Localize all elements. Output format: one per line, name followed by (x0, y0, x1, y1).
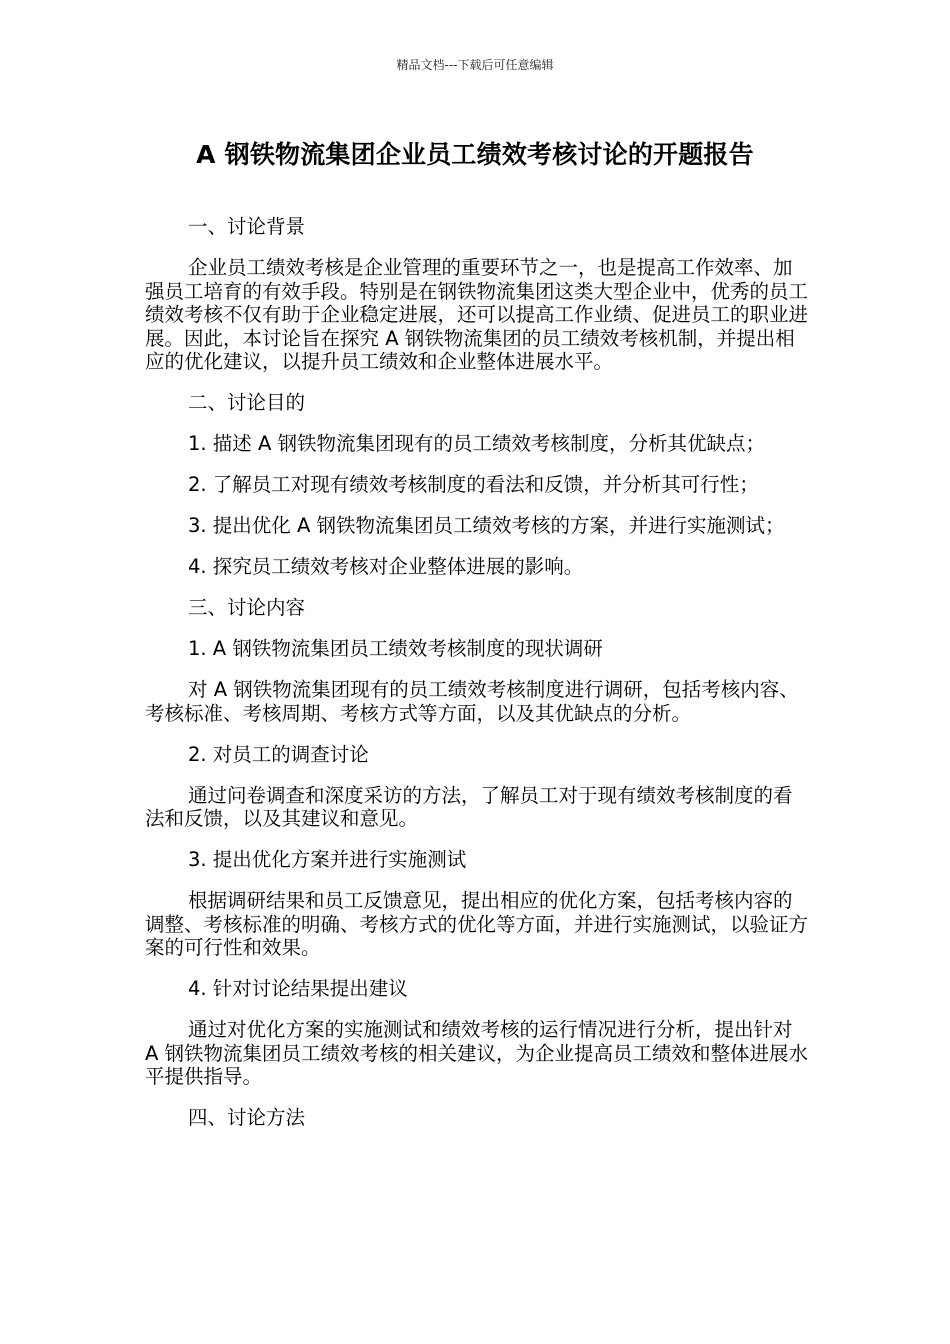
subsection-paragraph: 对 A 钢铁物流集团现有的员工绩效考核制度进行调研，包括考核内容、考核标准、考核周期、考核方式等方面，以及其优缺点的分析。 (145, 678, 799, 725)
subsection-paragraph: 通过对优化方案的实施测试和绩效考核的运行情况进行分析，提出针对 A 钢铁物流集团员工绩效考核的相关建议，为企业提高员工绩效和整体进展水平提供指导。 (145, 1018, 809, 1088)
subsection-paragraph: 根据调研结果和员工反馈意见，提出相应的优化方案，包括考核内容的调整、考核标准的明确、考核方式的优化等方面，并进行实施测试，以验证方案的可行性和效果。 (145, 889, 809, 959)
subsection-heading: 1. A 钢铁物流集团员工绩效考核制度的现状调研 (188, 637, 603, 660)
section-heading-content: 三、讨论内容 (188, 596, 306, 619)
purpose-item: 3. 提出优化 A 钢铁物流集团员工绩效考核的方案，并进行实施测试； (188, 514, 785, 537)
subsection-heading: 3. 提出优化方案并进行实施测试 (188, 848, 467, 871)
subsection-heading: 2. 对员工的调查讨论 (188, 742, 369, 766)
header-note: 精品文档---下载后可任意编辑 (396, 58, 554, 72)
subsection-heading: 4. 针对讨论结果提出建议 (188, 977, 408, 1000)
paragraph-background: 企业员工绩效考核是企业管理的重要环节之一，也是提高工作效率、加强员工培育的有效手段。特别是在钢铁物流集团这类大型企业中，优秀的员工绩效考核不仅有助于企业稳定进展，还可以提高工作业绩、促进员工的职业进展。因此，本讨论旨在探究 A 钢铁物流集团的员工绩效考核机制，并提出相应的优化建议，以提升员工绩效和企业整体进展水平。 (145, 256, 809, 373)
subsection-paragraph: 通过问卷调查和深度采访的方法，了解员工对于现有绩效考核制度的看法和反馈，以及其建议和意见。 (145, 783, 793, 830)
purpose-item: 1. 描述 A 钢铁物流集团现有的员工绩效考核制度，分析其优缺点； (188, 432, 766, 455)
purpose-item: 4. 探究员工绩效考核对企业整体进展的影响。 (188, 555, 584, 578)
section-heading-method: 四、讨论方法 (188, 1106, 306, 1129)
document-title: A 钢铁物流集团企业员工绩效考核讨论的开题报告 (196, 140, 754, 169)
section-heading-background: 一、讨论背景 (188, 215, 306, 238)
document-body (145, 215, 810, 1130)
section-heading-purpose: 二、讨论目的 (188, 391, 306, 414)
purpose-item: 2. 了解员工对现有绩效考核制度的看法和反馈，并分析其可行性； (188, 473, 759, 496)
